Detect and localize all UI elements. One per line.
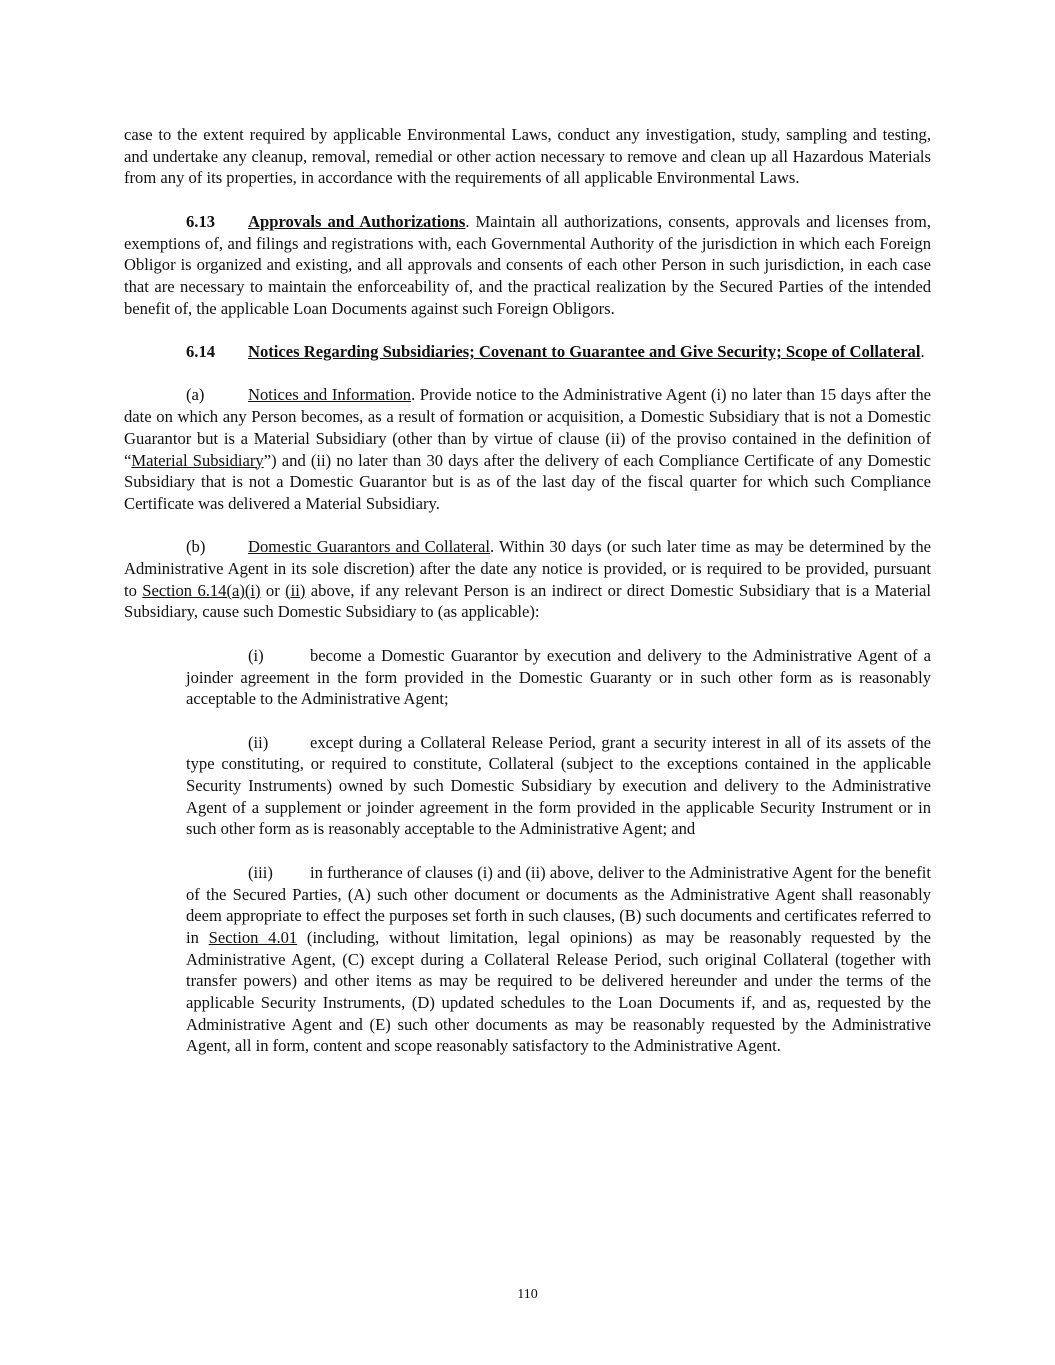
subclause-label: (ii) [248,732,269,752]
section-reference-link[interactable]: Section 6.14(a)(i) [142,580,261,600]
subclause-label: (i) [248,645,264,665]
section-6-14-heading: 6.14 Notices Regarding Subsidiaries; Covenant to Guarantee and Give Security; Scope of Collateral. [186,342,925,361]
section-6-13: 6.13 Approvals and Authorizations. Maintain all authorizations, consents, approvals and licenses from, exemptions of, and filings and registrations with, each Governmental Authority of the jurisdiction in which each Foreign Obligor is organized and existing, and all approvals and consents of each other Person in such jurisdiction, in each case that are necessary to maintain the enforceability of, and the practical realization by the Secured Parties of the intended benefit of, the applicable Loan Documents against such Foreign Obligors. [124,211,931,318]
clause-a: (a) Notices and Information. Provide notice to the Administrative Agent (i) no later than 15 days after the date on which any Person becomes, as a result of formation or acquisition, a Domestic Subsidiary that is not a Domestic Guarantor but is a Material Subsidiary (other than by virtue of clause (ii) of the proviso contained in the definition of “Material Subsidiary”) and (ii) no later than 30 days after the delivery of each Compliance Certificate of any Domestic Subsidiary that is not a Domestic Guarantor but is as of the last day of the fiscal quarter for which such Compliance Certificate was delivered a Material Subsidiary. [124,385,932,513]
subclause-ii: (ii) except during a Collateral Release Period, grant a security interest in all of its assets of the type constituting, or required to constitute, Collateral (subject to the exceptions contained in the applicable Security Instruments) owned by such Domestic Subsidiary by execution and delivery to the Administrative Agent of a supplement or joinder agreement in the form provided in the applicable Security Instrument or in such other form as is reasonably acceptable to the Administrative Agent; and [186,732,931,839]
clause-label: (a) [186,385,205,405]
subclause-iii: (iii) in furtherance of clauses (i) and (ii) above, deliver to the Administrative Agent for the benefit of the Secured Parties, (A) such other document or documents as the Administrative Agent shall reasonably deem appropriate to effect the purposes set forth in such clauses, (B) such documents and certificates referred to in Section 4.01 (including, without limitation, legal opinions) as may be reasonably requested by the Administrative Agent, (C) except during a Collateral Release Period, such original Collateral (together with transfer powers) and other items as may be required to be delivered hereunder and under the terms of the applicable Security Instruments, (D) updated schedules to the Loan Documents if, and as, requested by the Administrative Agent and (E) such other documents as may be reasonably requested by the Administrative Agent, all in form, content and scope reasonably satisfactory to the Administrative Agent. [186,862,931,1056]
section-reference-link[interactable]: (ii) [285,580,306,600]
section-title: Approvals and Authorizations [248,211,466,231]
clause-title: Domestic Guarantors and Collateral [248,537,491,557]
section-number: 6.13 [186,211,216,231]
defined-term-link[interactable]: Material Subsidiary [131,450,264,470]
subclause-label: (iii) [248,862,273,882]
document-page [124,124,931,1057]
section-reference-link[interactable]: Section 4.01 [208,927,298,947]
section-number: 6.14 [186,342,216,361]
subclause-i: (i) become a Domestic Guarantor by execution and delivery to the Administrative Agent of a joinder agreement in the form provided in the Domestic Guaranty or in such other form as is reasonably acceptable to the Administrative Agent; [186,645,931,709]
section-title: Notices Regarding Subsidiaries; Covenant to Guarantee and Give Security; Scope of Collateral [248,342,921,361]
clause-title: Notices and Information [248,385,412,405]
clause-label: (b) [186,537,206,557]
clause-b: (b) Domestic Guarantors and Collateral. Within 30 days (or such later time as may be determined by the Administrative Agent in its sole discretion) after the date any notice is provided, or is required to be provided, pursuant to Section 6.14(a)(i) or (ii) above, if any relevant Person is an indirect or direct Domestic Subsidiary that is a Material Subsidiary, cause such Domestic Subsidiary to (as applicable): [124,537,931,622]
page-number: 110 [517,1287,538,1302]
paragraph-environmental-continuation: case to the extent required by applicable Environmental Laws, conduct any investigation, study, sampling and testing, and undertake any cleanup, removal, remedial or other action necessary to remove and clean up all Hazardous Materials from any of its properties, in accordance with the requirements of all applicable Environmental Laws. [124,125,931,188]
